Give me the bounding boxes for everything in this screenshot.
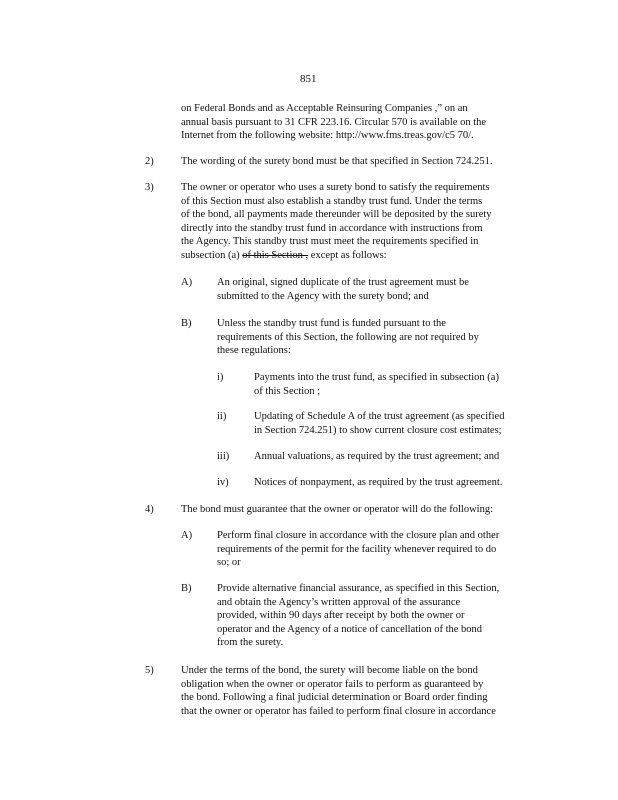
text-line: Unless the standby trust fund is funded pursuant to the <box>217 318 446 329</box>
text-line: Annual valuations, as required by the trust agreement; and <box>254 451 500 462</box>
intro-paragraph <box>181 102 530 143</box>
item-2-paragraph <box>181 155 530 169</box>
text-line: Perform final closure in accordance with the closure plan and other <box>217 530 500 541</box>
item-3b-paragraph <box>217 317 522 358</box>
text-line: directly into the standby trust fund in accordance with instructions from <box>181 222 483 234</box>
text-line: Under the terms of the bond, the surety will become liable on the bond <box>181 665 478 676</box>
text-line: The bond must guarantee that the owner or operator will do the following: <box>181 504 494 515</box>
text-line: the Agency. This standby trust must meet the requirements specified in <box>181 236 479 248</box>
text-line: Payments into the trust fund, as specified in subsection (a) <box>254 372 499 383</box>
subitem-marker: B) <box>181 583 192 594</box>
subitem-marker: A) <box>181 530 193 541</box>
text-line: annual basis pursuant to 31 CFR 223.16. Circular 570 is available on the <box>181 116 487 128</box>
item-5-paragraph <box>181 664 533 718</box>
item-marker: 2) <box>145 156 154 167</box>
page-number: 851 <box>300 73 317 85</box>
subsubitem-marker: iii) <box>217 451 230 462</box>
item-marker: 4) <box>145 504 154 515</box>
item-4b-paragraph <box>217 582 535 650</box>
text-line: on Federal Bonds and as Acceptable Reinsuring Companies ,” on an <box>181 103 468 114</box>
text-line: Internet from the following website: http://www.fms.treas.gov/c5 70/. <box>181 130 474 142</box>
text-line: Provide alternative financial assurance, as specified in this Section, <box>217 583 500 594</box>
text-line: requirements of this Section, the following are not required by <box>217 331 479 343</box>
subsubitem-marker: ii) <box>217 411 227 422</box>
text-line: of this Section ; <box>254 385 321 397</box>
item-marker: 5) <box>145 665 154 676</box>
text-line: operator and the Agency of a notice of cancellation of the bond <box>217 623 483 635</box>
text-line: that the owner or operator has failed to perform final closure in accordance <box>181 705 496 717</box>
text-line: of the bond, all payments made thereunder will be deposited by the surety <box>181 209 492 221</box>
text-line: these regulations: <box>217 345 291 357</box>
item-3b-ii-paragraph <box>254 410 534 437</box>
item-3b-iv-paragraph <box>254 476 524 490</box>
item-3b-iii-paragraph <box>254 450 534 464</box>
text-fragment: except as follows: <box>310 249 387 261</box>
text-line: requirements of the permit for the facility whenever required to do <box>217 543 497 555</box>
item-4-paragraph <box>181 503 536 517</box>
item-marker: 3) <box>145 182 154 193</box>
text-line: of this Section must also establish a standby trust fund. Under the terms <box>181 195 483 207</box>
text-line-with-strikeout <box>181 249 530 263</box>
text-fragment: subsection (a) <box>181 249 240 261</box>
text-line: Notices of nonpayment, as required by the trust agreement. <box>254 477 503 488</box>
item-3b-i-paragraph <box>254 371 534 398</box>
subitem-marker: B) <box>181 318 192 329</box>
item-3a-paragraph <box>217 276 509 303</box>
subsubitem-marker: i) <box>217 372 224 383</box>
text-line: submitted to the Agency with the surety bond; and <box>217 290 429 302</box>
struck-text: of this Section , <box>242 249 309 261</box>
text-line: from the surety. <box>217 637 284 649</box>
text-line: The owner or operator who uses a surety bond to satisfy the requirements <box>181 182 490 193</box>
text-line: and obtain the Agency’s written approval of the assurance <box>217 596 461 608</box>
text-line: obligation when the owner or operator fails to perform as guaranteed by <box>181 678 484 690</box>
text-line: so; or <box>217 557 241 569</box>
item-3-paragraph <box>181 181 530 263</box>
item-4a-paragraph <box>217 529 539 570</box>
text-line: Updating of Schedule A of the trust agreement (as specified <box>254 411 505 422</box>
text-line: The wording of the surety bond must be that specified in Section 724.251. <box>181 156 493 167</box>
subitem-marker: A) <box>181 277 193 288</box>
text-line: in Section 724.251) to show current closure cost estimates; <box>254 424 502 436</box>
text-line: provided, within 90 days after receipt by both the owner or <box>217 610 465 622</box>
text-line: the bond. Following a final judicial determination or Board order finding <box>181 692 488 704</box>
subsubitem-marker: iv) <box>217 477 229 488</box>
text-line: An original, signed duplicate of the trust agreement must be <box>217 277 469 288</box>
